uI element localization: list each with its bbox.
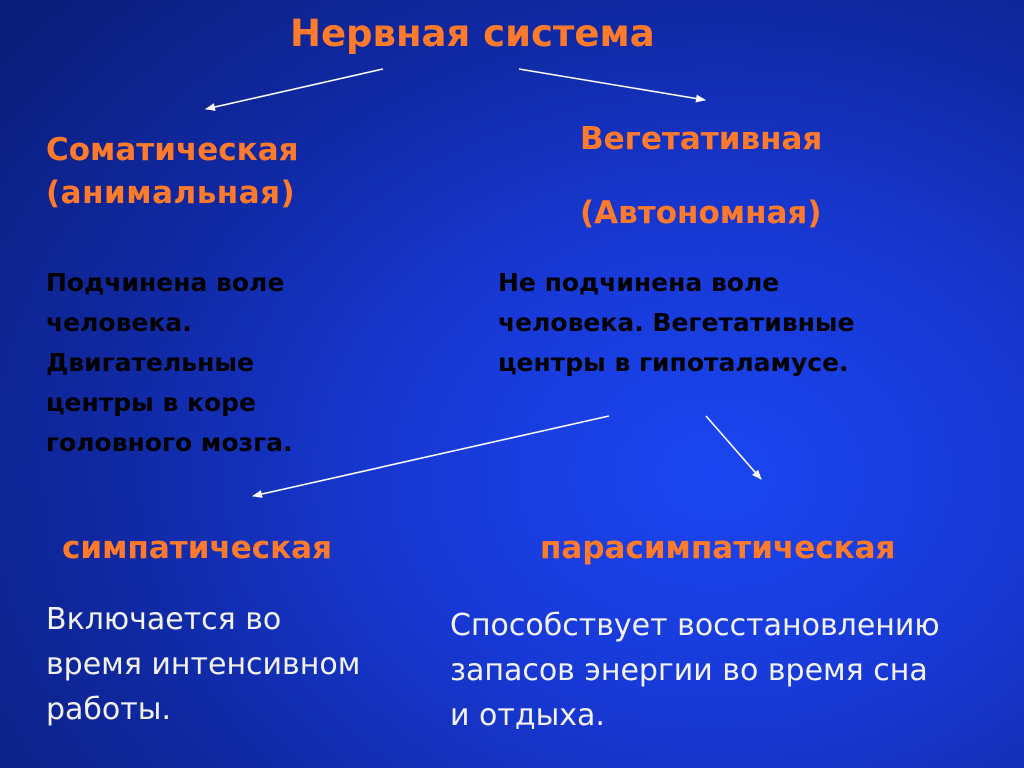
somatic-description: Подчинена воле человека. Двигательные центры в коре головного мозга. — [46, 268, 293, 457]
parasympathetic-heading: парасимпатическая — [540, 530, 896, 566]
slide-title: Нервная система — [290, 12, 655, 55]
vegetative-description: Не подчинена воле человека. Вегетативные центры в гипоталамусе. — [498, 268, 855, 377]
arrow-to-somatic — [206, 69, 383, 109]
arrow-to-parasympathetic — [706, 416, 761, 479]
arrow-to-vegetative — [519, 69, 705, 100]
somatic-heading: Соматическая — [46, 132, 299, 168]
somatic-alt-heading: (анимальная) — [46, 175, 296, 211]
vegetative-alt-heading: (Автономная) — [580, 195, 822, 231]
parasympathetic-description: Способствует восстановлению запасов энергии во время сна и отдыха. — [450, 608, 940, 733]
sympathetic-description: Включается во время интенсивном работы. — [46, 602, 361, 727]
sympathetic-heading: симпатическая — [62, 530, 333, 566]
vegetative-heading: Вегетативная — [580, 121, 823, 157]
